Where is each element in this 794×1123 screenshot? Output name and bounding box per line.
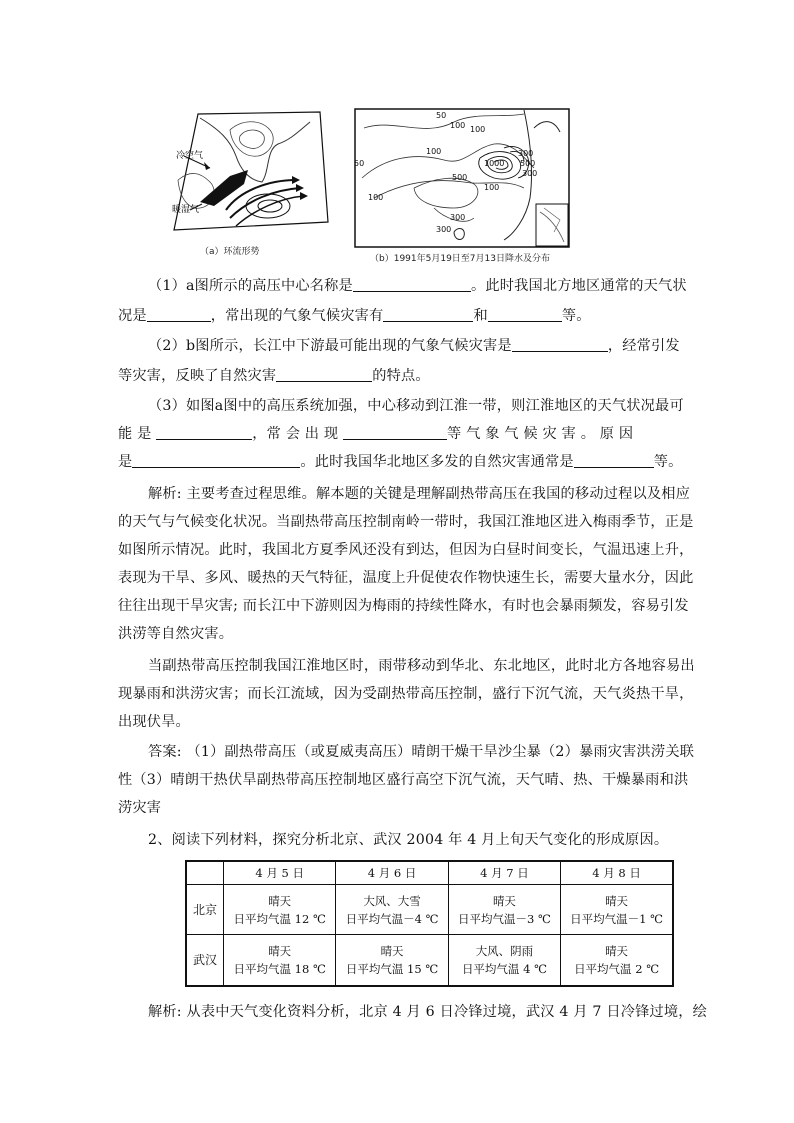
isoline-label: 100 bbox=[426, 147, 442, 156]
answer-blank[interactable] bbox=[343, 425, 447, 440]
isoline-label: 300 bbox=[436, 225, 452, 234]
question-2-intro: 2、阅读下列材料，探究分析北京、武汉 2004 年 4 月上旬天气变化的形成原因。 bbox=[148, 832, 669, 848]
isoline-label: 50 bbox=[354, 159, 365, 168]
isoline-label: 100 bbox=[470, 125, 486, 134]
answer-blank[interactable] bbox=[147, 307, 211, 322]
answer-blank[interactable] bbox=[383, 307, 473, 322]
answer-line: 性（3）晴朗干热伏旱副热带高压控制地区盛行高空下沉气流，天气晴、热、干燥暴雨和洪 bbox=[118, 772, 689, 788]
warm-humid-air-label: 暖湿气 bbox=[172, 205, 200, 215]
weather-table bbox=[185, 860, 674, 987]
table-cell: 大风、阴雨 日平均气温 4 ℃ bbox=[448, 935, 560, 986]
isoline-label: 500 bbox=[520, 159, 536, 168]
answer-blank[interactable] bbox=[156, 425, 252, 440]
figure-b bbox=[354, 108, 570, 248]
analysis-3-line: 解析: 从表中天气变化资料分析，北京 4 月 6 日冷锋过境，武汉 4 月 7 日冷锋过境，绘 bbox=[148, 1004, 708, 1020]
isoline-label: 50 bbox=[436, 111, 447, 120]
isoline-label: 300 bbox=[518, 149, 534, 158]
analysis-1-line: 洪涝等自然灾害。 bbox=[118, 626, 234, 642]
table-row bbox=[186, 885, 673, 935]
table-cell: 大风、大雪 日平均气温－4 ℃ bbox=[336, 885, 448, 935]
isoline-label: 300 bbox=[522, 169, 538, 178]
table-header-row bbox=[186, 861, 673, 885]
cold-air-label: 冷空气 bbox=[176, 151, 204, 161]
isoline-label: 500 bbox=[452, 173, 468, 182]
figure-a bbox=[170, 110, 330, 238]
answer-blank[interactable] bbox=[574, 453, 654, 468]
table-header-cell: 4 月 5 日 bbox=[224, 861, 336, 885]
isoline-label: 300 bbox=[450, 213, 466, 222]
analysis-1-line: 的天气与气候变化状况。当副热带高压控制南岭一带时，我国江淮地区进入梅雨季节，正是 bbox=[118, 514, 694, 530]
figure-b-caption: （b）1991年5月19日至7月13日降水及分布 bbox=[370, 254, 550, 264]
table-header-cell: 4 月 8 日 bbox=[561, 861, 673, 885]
analysis-1-line: 如图所示情况。此时，我国北方夏季风还没有到达，但因为白昼时间变长，气温迅速上升， bbox=[118, 542, 694, 558]
table-cell: 晴天 日平均气温－1 ℃ bbox=[561, 885, 673, 935]
table-cell: 晴天 日平均气温 12 ℃ bbox=[224, 885, 336, 935]
answer-line: 答案: （1）副热带高压（或夏威夷高压）晴朗干燥干旱沙尘暴（2）暴雨灾害洪涝关联 bbox=[148, 744, 695, 760]
question-2-line-2: 等灾害，反映了自然灾害 的特点。 bbox=[118, 368, 430, 384]
analysis-1-line: 表现为干旱、多风、暖热的天气特征，温度上升促使农作物快速生长，需要大量水分，因此 bbox=[118, 570, 694, 586]
question-3-line-3: 是 。此时我国华北地区多发的自然灾害通常是 等。 bbox=[118, 454, 683, 470]
analysis-2-line: 出现伏旱。 bbox=[118, 714, 190, 730]
answer-blank[interactable] bbox=[132, 453, 300, 468]
isoline-label: 100 bbox=[450, 121, 466, 130]
analysis-1-line: 解析: 主要考查过程思维。解本题的关键是理解副热带高压在我国的移动过程以及相应 bbox=[148, 486, 691, 502]
answer-blank[interactable] bbox=[512, 337, 608, 352]
analysis-2-line: 当副热带高压控制我国江淮地区时，雨带移动到华北、东北地区，此时北方各地容易出 bbox=[148, 658, 695, 674]
isoline-label: 100 bbox=[368, 193, 384, 202]
answer-blank[interactable] bbox=[488, 307, 562, 322]
table-cell: 晴天 日平均气温 18 ℃ bbox=[224, 935, 336, 986]
question-1-line-1: （1）a图所示的高压中心名称是 。此时我国北方地区通常的天气状 bbox=[148, 278, 687, 294]
question-3-line-2: 能 是 ，常 会 出 现 等 气 象 气 候 灾 害 。 原 因 bbox=[118, 426, 634, 442]
isoline-label: 1000 bbox=[484, 159, 505, 168]
isoline-label: 100 bbox=[484, 183, 500, 192]
table-cell: 晴天 日平均气温 15 ℃ bbox=[336, 935, 448, 986]
question-1-line-2: 况是 ，常出现的气象气候灾害有 和 等。 bbox=[118, 308, 591, 324]
analysis-1-line: 往往出现干旱灾害; 而长江中下游则因为梅雨的持续性降水，有时也会暴雨频发，容易引发 bbox=[118, 598, 689, 614]
table-header-cell: 4 月 7 日 bbox=[448, 861, 560, 885]
city-cell: 武汉 bbox=[186, 935, 224, 986]
question-3-line-1: （3）如图a图中的高压系统加强，中心移动到江淮一带，则江淮地区的天气状况最可 bbox=[148, 398, 684, 414]
question-2-line-1: （2）b图所示，长江中下游最可能出现的气象气候灾害是 ，经常引发 bbox=[148, 338, 680, 354]
table-cell: 晴天 日平均气温－3 ℃ bbox=[448, 885, 560, 935]
table-header-cell: 4 月 6 日 bbox=[336, 861, 448, 885]
table-row bbox=[186, 935, 673, 986]
answer-blank[interactable] bbox=[353, 277, 471, 292]
figure-a-caption: （a）环流形势 bbox=[200, 247, 260, 257]
table-cell: 晴天 日平均气温 2 ℃ bbox=[561, 935, 673, 986]
answer-line: 涝灾害 bbox=[118, 800, 162, 816]
city-cell: 北京 bbox=[186, 885, 224, 935]
analysis-2-line: 现暴雨和洪涝灾害；而长江流域，因为受副热带高压控制，盛行下沉气流，天气炎热干旱， bbox=[118, 686, 694, 702]
answer-blank[interactable] bbox=[276, 367, 372, 382]
